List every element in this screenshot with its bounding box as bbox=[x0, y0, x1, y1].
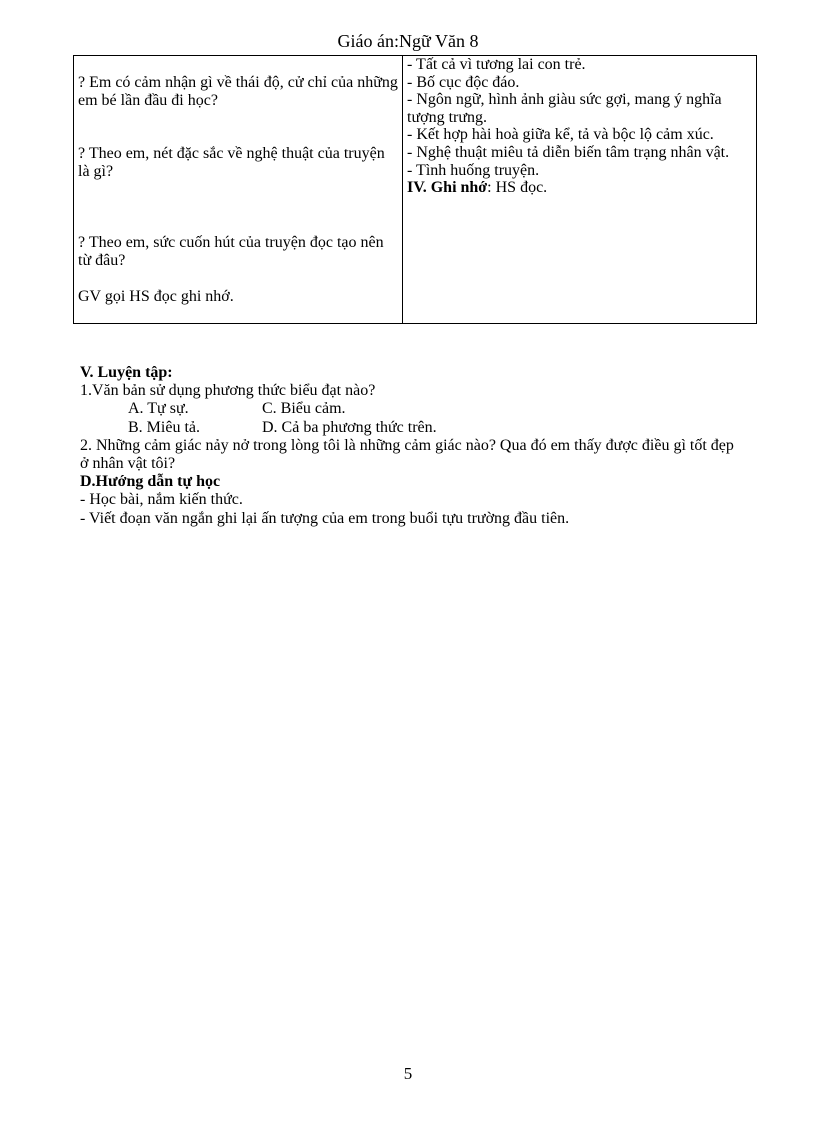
guide-item: - Học bài, nắm kiến thức. bbox=[80, 491, 243, 509]
guide-item: - Viết đoạn văn ngắn ghi lại ấn tượng của em trong buổi tựu trường đầu tiên. bbox=[80, 509, 570, 527]
answer-line: - Tình huống truyện. bbox=[407, 161, 540, 179]
answers-cell bbox=[403, 56, 757, 324]
answer-line: - Bố cục độc đáo. bbox=[407, 73, 520, 91]
practice-question-1: 1.Văn bản sử dụng phương thức biểu đạt nào? bbox=[80, 382, 376, 400]
page-header: Giáo án:Ngữ Văn 8 bbox=[337, 31, 479, 51]
option-d: D. Cả ba phương thức trên. bbox=[262, 418, 437, 436]
practice-heading: V. Luyện tập: bbox=[80, 364, 173, 381]
questions-cell bbox=[74, 56, 403, 324]
page-number: 5 bbox=[403, 1064, 413, 1083]
question-attitude: ? Em có cảm nhận gì về thái độ, cử chỉ của những em bé lần đầu đi học? bbox=[78, 74, 398, 109]
option-c: C. Biểu cảm. bbox=[262, 400, 346, 418]
option-a: A. Tự sự. bbox=[128, 400, 189, 418]
note-label: IV. Ghi nhớ bbox=[407, 179, 488, 197]
guide-heading: D.Hướng dẫn tự học bbox=[80, 473, 221, 491]
teacher-instruction: GV gọi HS đọc ghi nhớ. bbox=[78, 287, 234, 305]
option-b: B. Miêu tả. bbox=[128, 418, 200, 436]
answer-line: - Tất cả vì tương lai con trẻ. bbox=[407, 56, 586, 73]
question-art: ? Theo em, nét đặc sắc về nghệ thuật của truyện là gì? bbox=[78, 145, 385, 180]
note-line bbox=[407, 179, 752, 197]
answer-line: - Kết hợp hài hoà giữa kể, tả và bộc lộ cảm xúc. bbox=[407, 126, 714, 144]
note-text: : HS đọc. bbox=[487, 179, 548, 197]
practice-question-2: 2. Những cảm giác nảy nở trong lòng tôi là những cảm giác nào? Qua đó em thấy được điều gì tốt đẹp ở nhân vật tôi? bbox=[80, 436, 734, 473]
practice-section bbox=[80, 364, 740, 528]
options-row-1 bbox=[80, 400, 740, 418]
options-row-2 bbox=[80, 419, 740, 437]
answer-line: - Nghệ thuật miêu tả diễn biến tâm trạng nhân vật. bbox=[407, 143, 730, 161]
answer-line: - Ngôn ngữ, hình ảnh giàu sức gợi, mang ý nghĩa tượng trưng. bbox=[407, 91, 722, 126]
table-row bbox=[74, 56, 757, 324]
lesson-table bbox=[73, 55, 757, 324]
question-appeal: ? Theo em, sức cuốn hút của truyện đọc tạo nên từ đâu? bbox=[78, 234, 384, 269]
